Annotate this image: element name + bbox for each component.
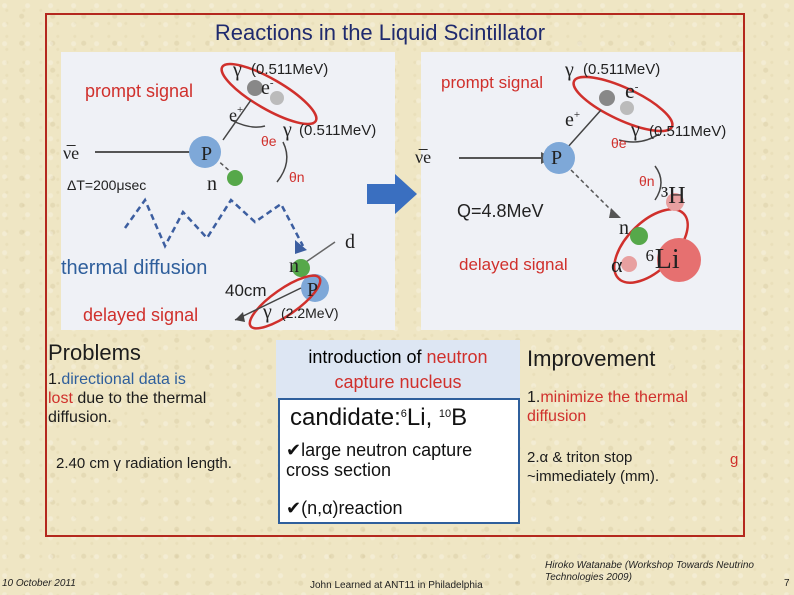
recoil-track-right [571, 170, 615, 214]
gamma-energy-3: (2.2MeV) [281, 305, 339, 321]
deuteron-label: d [345, 231, 355, 253]
capture-gamma-arrowhead [235, 312, 245, 322]
candidate-label: candidate: [290, 404, 401, 431]
footer-center: John Learned at ANT11 in Philadelphia [310, 580, 483, 591]
introduction-prefix: introduction of [308, 347, 427, 367]
theta-n-arc [277, 142, 287, 182]
gamma-symbol-2: γ [283, 119, 292, 141]
electron-label: e- [261, 77, 274, 99]
reaction-figure [55, 50, 745, 330]
candidate-check-2: ✔(n,α)reaction [286, 498, 403, 518]
proton-label: P [201, 143, 213, 165]
alpha-particle [621, 256, 637, 272]
problem-item-1-rest: due to the thermal diffusion. [48, 390, 207, 426]
electron-label-right: e- [625, 78, 639, 103]
theta-n-label-right: θn [639, 173, 655, 189]
neutron-capture-label: n [289, 255, 299, 277]
gamma-symbol-right-2: γ [631, 119, 640, 141]
capture-proton-label: P [307, 279, 319, 301]
footer-credit: Hiroko Watanabe (Workshop Towards Neutrino Technologies 2009) [545, 560, 754, 583]
introduction-box [276, 340, 520, 398]
problem-item-2: 2.40 cm γ radiation length. [56, 455, 232, 472]
candidate-line [290, 404, 467, 432]
problem-item-1-lost: lost [48, 390, 73, 407]
gamma-energy-right-1: (0.511MeV) [583, 61, 661, 78]
lithium-mass-number: 6 [400, 408, 407, 420]
delayed-signal-label: delayed signal [83, 305, 199, 325]
deuteron-track [303, 242, 335, 264]
diffusion-path [125, 200, 303, 246]
candidate-check-1: ✔large neutron capture cross section [286, 440, 473, 480]
footer-date: 10 October 2011 [2, 578, 76, 589]
improvement-list [527, 388, 757, 426]
gamma-symbol-right-1: γ [565, 59, 574, 81]
positron-label: e+ [229, 104, 244, 125]
improvement-arrow [367, 174, 417, 214]
triton-label: ³H [661, 183, 686, 209]
problems-heading: Problems [48, 340, 141, 365]
theta-n-label: θn [289, 169, 305, 185]
antineutrino-label: ν̅e [63, 143, 80, 163]
alpha-label: α [611, 252, 623, 277]
improvement-item-1-number: 1. [527, 389, 541, 406]
neutron-label-right: n [619, 217, 629, 239]
neutron-particle [227, 170, 243, 186]
gamma-symbol-3: γ [263, 301, 272, 323]
prompt-signal-label-right: prompt signal [441, 73, 544, 92]
candidate-boron: B [451, 404, 468, 431]
theta-e-label: θe [261, 133, 277, 149]
positron-label-right: e+ [565, 109, 581, 131]
neutron-label: n [207, 173, 217, 195]
lithium-label: ⁶Li [645, 244, 680, 275]
theta-e-label-right: θe [611, 135, 627, 151]
distance-label: 40cm [225, 281, 267, 300]
electron-particle-right [620, 101, 634, 115]
candidate-lithium: Li, [406, 404, 433, 431]
antineutrino-label-right: ν̅e [415, 147, 432, 167]
problem-item-1-highlight: directional data is [61, 371, 186, 388]
neutron-particle-right [630, 227, 648, 245]
q-value-label: Q=4.8MeV [457, 201, 544, 221]
improvement-item-1-highlight: minimize the thermal [540, 389, 688, 406]
problem-item-1-number: 1. [48, 371, 62, 388]
delayed-signal-label-right: delayed signal [459, 255, 568, 274]
thermal-diffusion-label: thermal diffusion [61, 257, 208, 279]
improvement-fragment: g [730, 451, 739, 468]
positron-particle-right [599, 90, 615, 106]
page-number: 7 [784, 578, 790, 589]
gamma-symbol-1: γ [233, 59, 242, 81]
introduction-line-1 [276, 347, 520, 368]
delta-t-label: ΔT=200μsec [67, 177, 147, 193]
improvement-item-1 [527, 388, 757, 426]
problems-list [48, 370, 268, 427]
problem-item-1 [48, 370, 268, 427]
improvement-item-1-diffusion: diffusion [527, 408, 587, 425]
gamma-energy-1: (0.511MeV) [251, 61, 329, 78]
prompt-signal-label: prompt signal [85, 81, 194, 101]
improvement-item-2: 2.α & triton stop ~immediately (mm). [527, 449, 660, 485]
slide-title: Reactions in the Liquid Scintillator [214, 20, 546, 45]
gamma-energy-right-2: (0.511MeV) [649, 123, 727, 140]
gamma-energy-2: (0.511MeV) [299, 122, 377, 139]
introduction-capture-nucleus: capture nucleus [334, 372, 462, 392]
introduction-neutron: neutron [426, 347, 488, 367]
boron-mass-number: 10 [438, 408, 452, 420]
proton-label-right: P [551, 147, 563, 169]
improvement-heading: Improvement [527, 346, 656, 371]
candidate-box [278, 398, 520, 524]
